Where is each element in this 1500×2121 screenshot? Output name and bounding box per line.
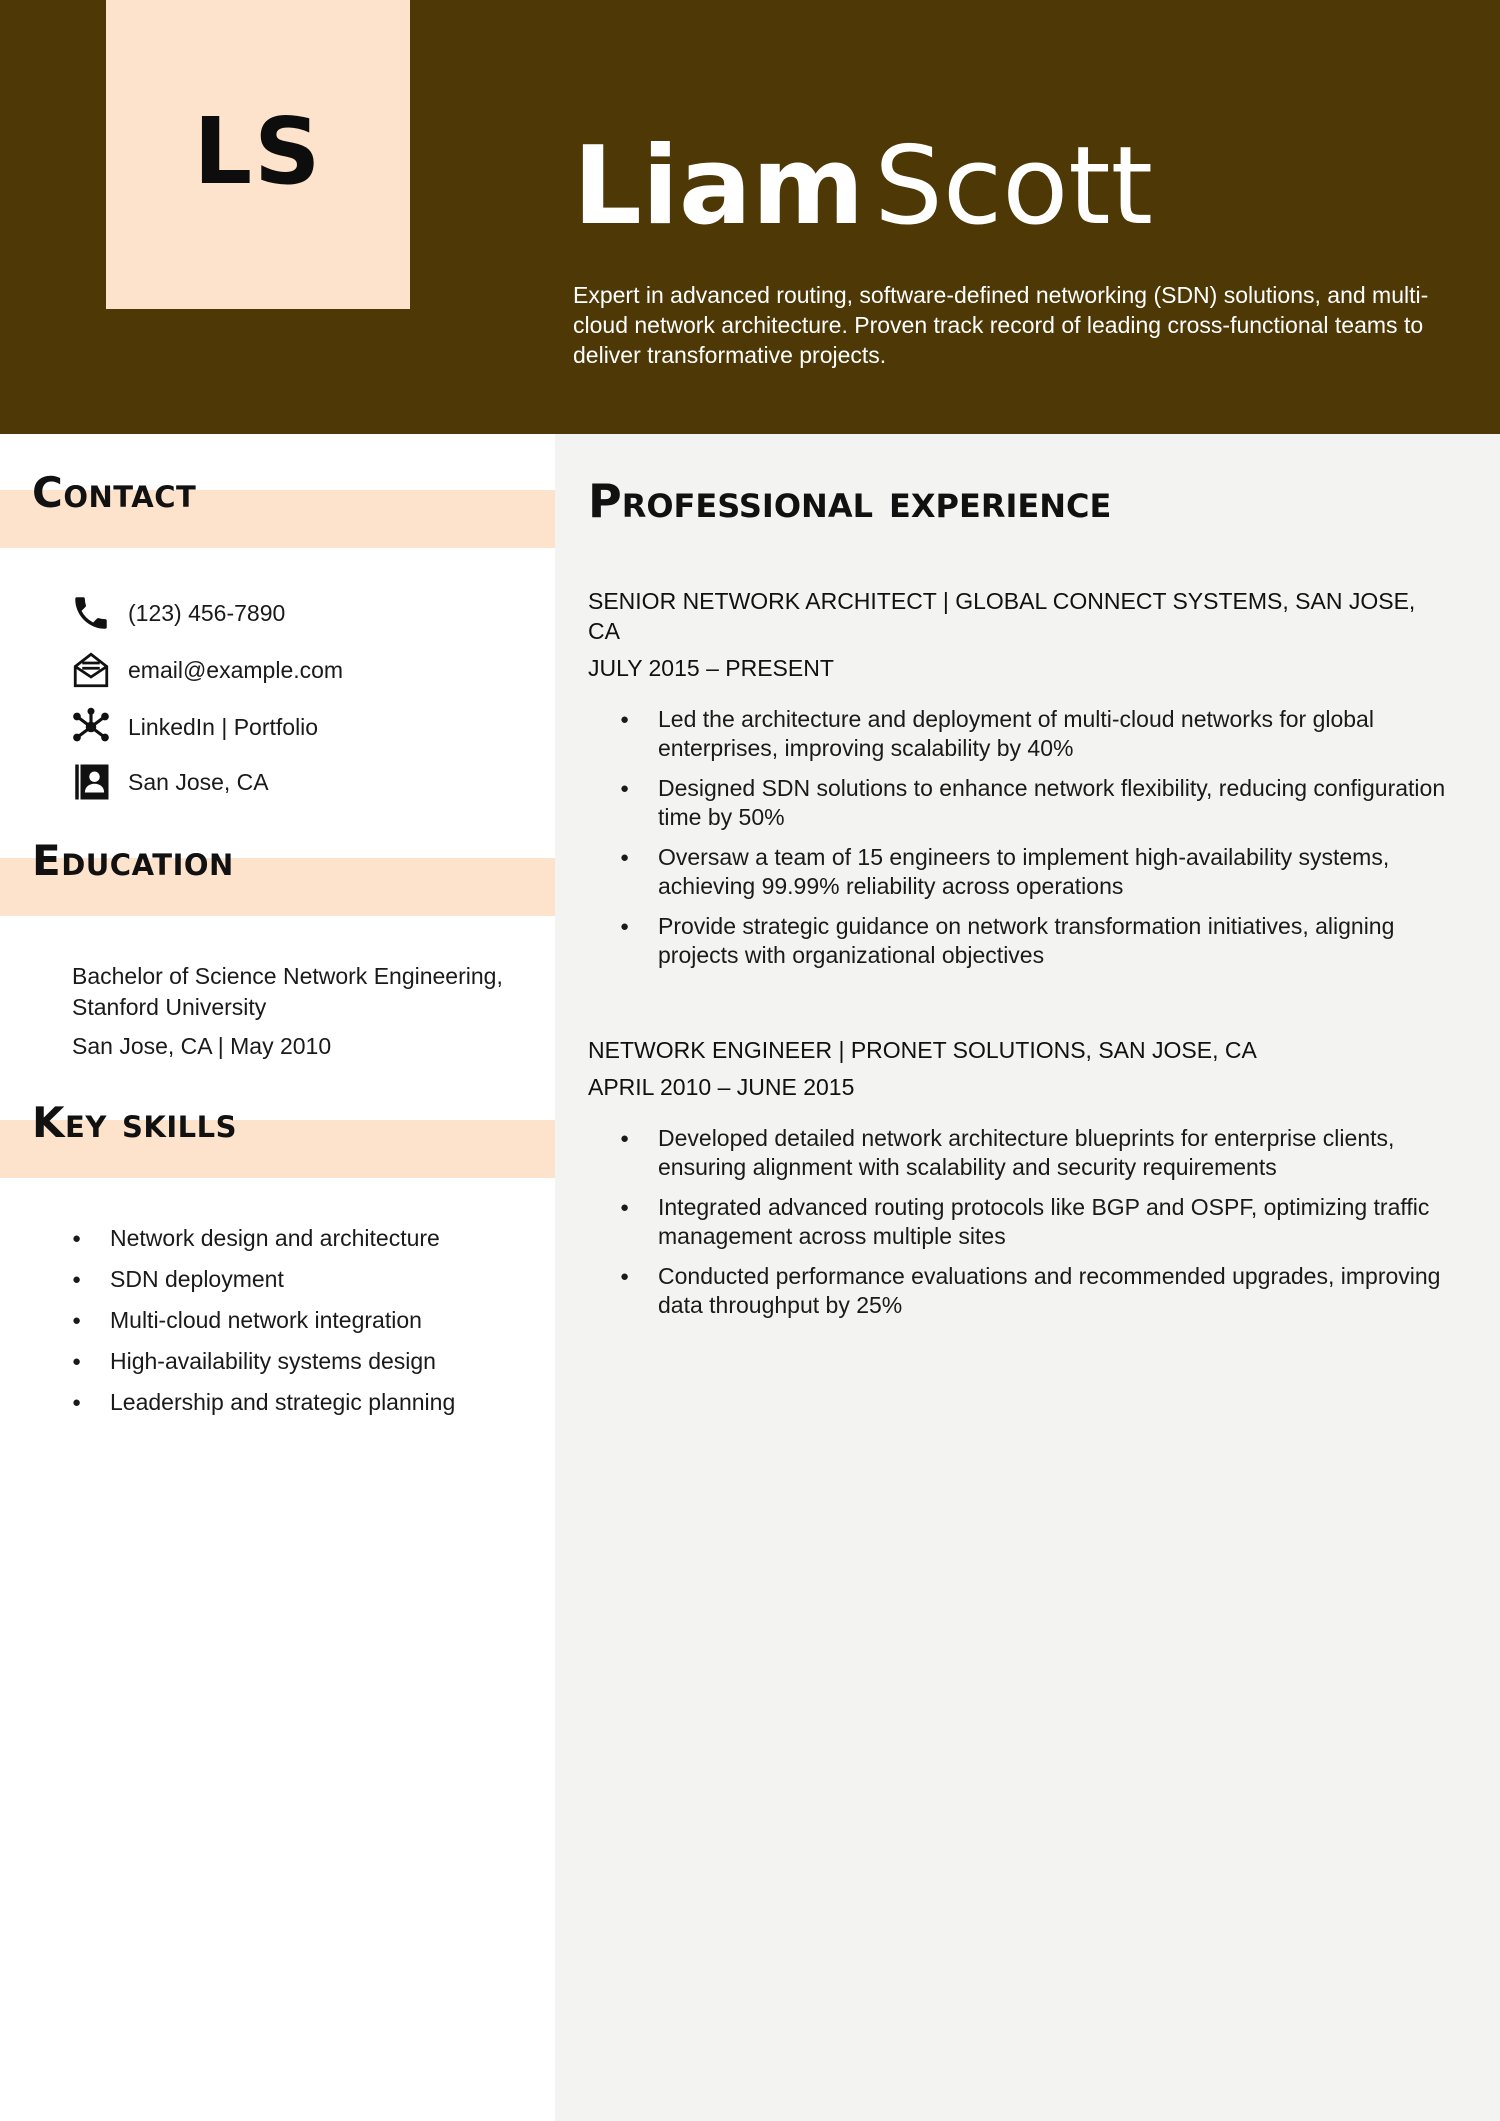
resume-header (0, 0, 1500, 434)
job-bullets (588, 705, 1448, 970)
education-heading: Education (32, 836, 234, 885)
job-dates: APRIL 2010 – JUNE 2015 (588, 1074, 855, 1100)
education-degree: Bachelor of Science Network Engineering, Stanford University (72, 963, 503, 1020)
monogram-initials: LS (193, 98, 323, 205)
skills-heading: Key skills (32, 1098, 237, 1147)
skills-list (72, 1218, 455, 1423)
links-text: LinkedIn | Portfolio (128, 713, 319, 740)
list-item: ● Oversaw a team of 15 engineers to implement high-availability systems, achieving 99.99% reliability across operations (588, 843, 1448, 901)
list-item: ● SDN deployment (72, 1259, 455, 1300)
list-item: ● Conducted performance evaluations and recommended upgrades, improving data throughput by 25% (588, 1262, 1448, 1320)
network-icon (68, 705, 114, 749)
first-name: Liam (573, 124, 865, 249)
envelope-icon (68, 648, 114, 692)
phone-number: (123) 456-7890 (128, 599, 286, 626)
monogram-box (106, 0, 410, 309)
list-item: ● Provide strategic guidance on network transformation initiatives, aligning projects with organizational objectives (588, 912, 1448, 970)
list-item: ● Integrated advanced routing protocols like BGP and OSPF, optimizing traffic management across multiple sites (588, 1193, 1448, 1251)
job-dates: JULY 2015 – PRESENT (588, 655, 834, 681)
list-item: ● High-availability systems design (72, 1341, 455, 1382)
contact-location (68, 760, 269, 804)
job-role: SENIOR NETWORK ARCHITECT | GLOBAL CONNECT SYSTEMS, SAN JOSE, CA (588, 588, 1416, 644)
contact-email (68, 648, 343, 692)
contact-heading: Contact (32, 468, 197, 517)
contact-links (68, 705, 318, 749)
job-entry (588, 586, 1448, 981)
contact-phone (68, 591, 285, 635)
location-text: San Jose, CA (128, 768, 269, 795)
email-address: email@example.com (128, 656, 344, 683)
phone-icon (68, 591, 114, 635)
job-entry (588, 1035, 1448, 1331)
address-book-icon (68, 760, 114, 804)
list-item: ● Designed SDN solutions to enhance network flexibility, reducing configuration time by 50% (588, 774, 1448, 832)
list-item: ● Network design and architecture (72, 1218, 455, 1259)
last-name: Scott (874, 124, 1153, 249)
list-item: ● Developed detailed network architecture blueprints for enterprise clients, ensuring alignment with scalability and security requirements (588, 1124, 1448, 1182)
list-item: ● Leadership and strategic planning (72, 1382, 455, 1423)
list-item: ● Led the architecture and deployment of multi-cloud networks for global enterprises, improving scalability by 40% (588, 705, 1448, 763)
job-bullets (588, 1124, 1448, 1320)
experience-heading: Professional experience (588, 474, 1112, 528)
education-location-date: San Jose, CA | May 2010 (72, 1033, 332, 1059)
profile-summary: Expert in advanced routing, software-defined networking (SDN) solutions, and multi-cloud network architecture. Proven track record of leading cross-functional teams to deliver transformative projects. (573, 282, 1429, 368)
job-role: NETWORK ENGINEER | PRONET SOLUTIONS, SAN JOSE, CA (588, 1037, 1257, 1063)
list-item: ● Multi-cloud network integration (72, 1300, 455, 1341)
candidate-name (573, 122, 1153, 252)
